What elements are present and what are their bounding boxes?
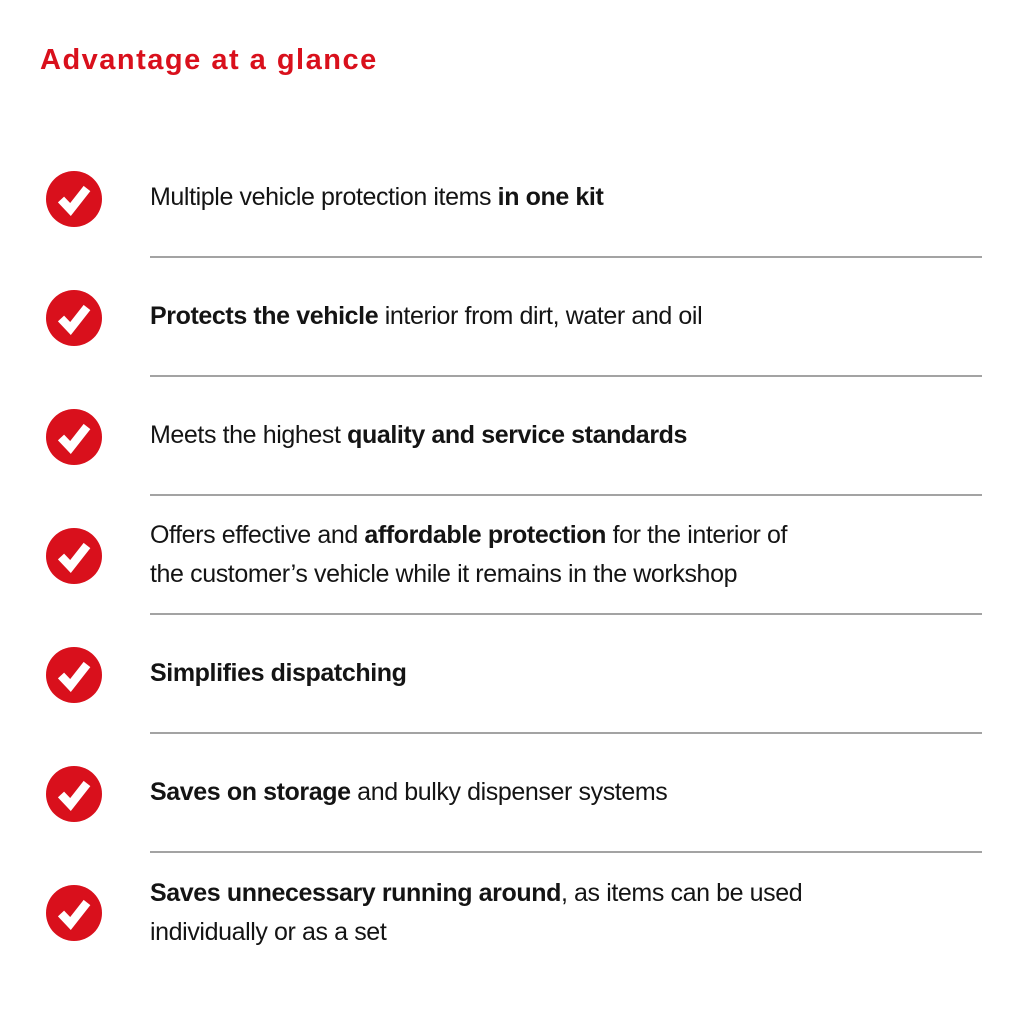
list-item: [46, 258, 982, 377]
list-item-content: [150, 496, 982, 615]
list-item-content: [150, 615, 982, 734]
check-circle-icon: [46, 409, 102, 465]
item-text: Saves on storage and bulky dispenser systems: [150, 778, 668, 806]
item-text: Simplifies dispatching: [150, 659, 407, 687]
item-text: Offers effective and affordable protection for the interior of the customer’s vehicle while it remains in the workshop: [150, 520, 788, 588]
list-item-content: [150, 377, 982, 496]
item-text: Multiple vehicle protection items in one kit: [150, 183, 604, 211]
check-circle-icon: [46, 766, 102, 822]
list-item: [46, 853, 982, 972]
list-item: [46, 139, 982, 258]
check-circle-icon: [46, 885, 102, 941]
advantages-list: [46, 139, 982, 972]
check-circle-icon: [46, 290, 102, 346]
list-item-content: [150, 853, 982, 972]
item-text: Meets the highest quality and service standards: [150, 421, 688, 449]
list-item: [46, 377, 982, 496]
item-text: Saves unnecessary running around, as items can be used individually or as a set: [150, 878, 803, 946]
check-circle-icon: [46, 647, 102, 703]
list-item-content: [150, 139, 982, 258]
item-text: Protects the vehicle interior from dirt, water and oil: [150, 302, 703, 330]
list-item-content: [150, 734, 982, 853]
page-title: Advantage at a glance: [40, 44, 378, 76]
check-circle-icon: [46, 171, 102, 227]
list-item-content: [150, 258, 982, 377]
list-item: [46, 615, 982, 734]
check-circle-icon: [46, 528, 102, 584]
list-item: [46, 496, 982, 615]
list-item: [46, 734, 982, 853]
